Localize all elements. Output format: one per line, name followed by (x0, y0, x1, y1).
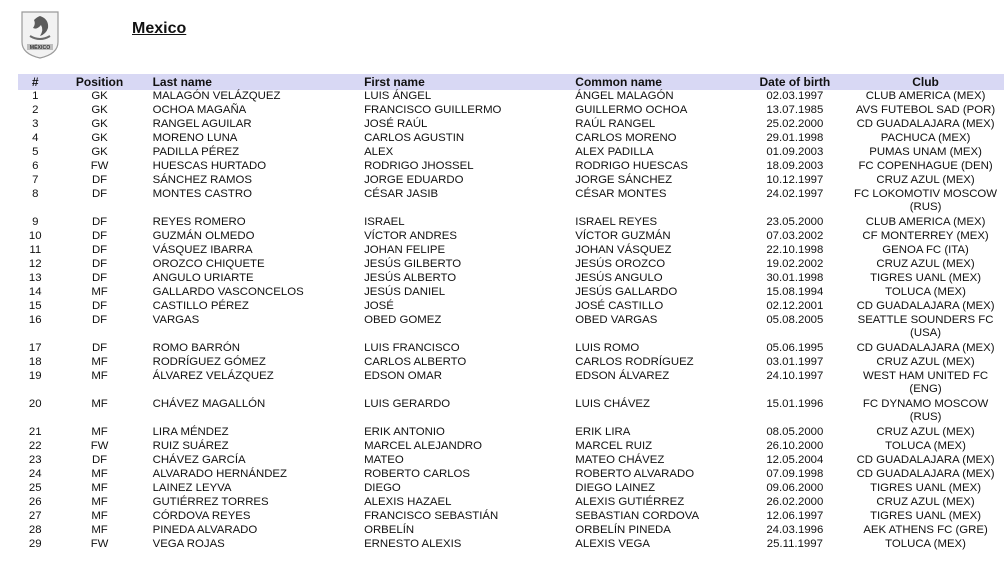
cell-club: CRUZ AZUL (MEX) (876, 426, 975, 438)
table-row (18, 230, 1004, 244)
table-row (18, 286, 1004, 300)
cell-position: DF (91, 258, 108, 270)
cell-last-name: HUESCAS HURTADO (152, 160, 267, 172)
cell-first-name: JESÚS DANIEL (364, 286, 446, 298)
squad-table (18, 74, 1004, 552)
table-row (18, 496, 1004, 510)
cell-common-name: JESÚS OROZCO (575, 258, 666, 270)
column-header-position: Position (75, 75, 124, 89)
cell-number: 27 (28, 510, 42, 522)
cell-club: CLUB AMERICA (MEX) (865, 90, 986, 102)
cell-position: MF (91, 468, 108, 480)
cell-club: CD GUADALAJARA (MEX) (856, 468, 995, 480)
cell-first-name: ERIK ANTONIO (364, 426, 445, 438)
cell-first-name: JORGE EDUARDO (364, 174, 464, 186)
table-row (18, 188, 1004, 216)
cell-common-name: ALEXIS GUTIÉRREZ (575, 496, 685, 508)
cell-date-of-birth: 02.12.2001 (766, 300, 824, 312)
cell-common-name: RAÚL RANGEL (575, 118, 656, 130)
cell-number: 22 (28, 440, 42, 452)
cell-first-name: OBED GOMEZ (364, 314, 442, 326)
cell-date-of-birth: 25.02.2000 (766, 118, 824, 130)
cell-first-name: ROBERTO CARLOS (364, 468, 470, 480)
table-row (18, 398, 1004, 426)
cell-position: DF (91, 272, 108, 284)
cell-club: FC LOKOMOTIV MOSCOW (RUS) (854, 188, 998, 213)
table-row (18, 510, 1004, 524)
cell-last-name: CASTILLO PÉREZ (152, 300, 249, 312)
cell-date-of-birth: 24.03.1996 (766, 524, 824, 536)
cell-common-name: MATEO CHÁVEZ (575, 454, 665, 466)
cell-position: GK (91, 104, 108, 116)
table-row (18, 440, 1004, 454)
cell-number: 7 (32, 174, 39, 186)
cell-date-of-birth: 25.11.1997 (766, 538, 823, 550)
table-row (18, 216, 1004, 230)
cell-common-name: EDSON ÁLVAREZ (575, 370, 670, 382)
cell-number: 26 (28, 496, 42, 508)
cell-last-name: GUTIÉRREZ TORRES (152, 496, 269, 508)
cell-common-name: ÁNGEL MALAGÓN (575, 90, 674, 102)
cell-club: CD GUADALAJARA (MEX) (856, 118, 995, 130)
cell-last-name: VEGA ROJAS (152, 538, 225, 550)
cell-last-name: ÁLVAREZ VELÁZQUEZ (152, 370, 274, 382)
column-header-number: # (31, 75, 39, 89)
cell-first-name: LUIS ÁNGEL (364, 90, 432, 102)
column-header-last-name: Last name (152, 75, 212, 89)
cell-club: TIGRES UANL (MEX) (870, 482, 982, 494)
cell-position: DF (91, 314, 108, 326)
cell-first-name: JOSÉ (364, 300, 394, 312)
column-header-date-of-birth: Date of birth (759, 75, 831, 89)
cell-common-name: CARLOS RODRÍGUEZ (575, 356, 694, 368)
cell-common-name: CARLOS MORENO (575, 132, 677, 144)
cell-common-name: GUILLERMO OCHOA (575, 104, 688, 116)
cell-number: 13 (28, 272, 42, 284)
cell-club: TOLUCA (MEX) (885, 286, 966, 298)
cell-first-name: FRANCISCO GUILLERMO (364, 104, 502, 116)
table-header-row (18, 74, 1004, 90)
cell-club: PUMAS UNAM (MEX) (869, 146, 982, 158)
squad-table-body (18, 90, 1004, 552)
cell-position: GK (91, 132, 108, 144)
cell-date-of-birth: 05.08.2005 (766, 314, 824, 326)
cell-common-name: JESÚS ANGULO (575, 272, 663, 284)
cell-position: GK (91, 118, 108, 130)
table-row (18, 272, 1004, 286)
cell-club: FC COPENHAGUE (DEN) (858, 160, 993, 172)
table-row (18, 454, 1004, 468)
cell-number: 15 (28, 300, 42, 312)
cell-number: 6 (32, 160, 39, 172)
cell-number: 8 (32, 188, 39, 200)
cell-first-name: VÍCTOR ANDRES (364, 230, 457, 242)
cell-number: 24 (28, 468, 42, 480)
cell-first-name: EDSON OMAR (364, 370, 442, 382)
cell-club: AEK ATHENS FC (GRE) (863, 524, 988, 536)
cell-club: CRUZ AZUL (MEX) (876, 174, 975, 186)
cell-first-name: DIEGO (364, 482, 401, 494)
cell-last-name: LIRA MÉNDEZ (152, 426, 229, 438)
cell-club: TIGRES UANL (MEX) (870, 272, 982, 284)
cell-position: DF (91, 188, 108, 200)
cell-date-of-birth: 26.02.2000 (766, 496, 824, 508)
table-row (18, 468, 1004, 482)
cell-number: 12 (28, 258, 42, 270)
cell-last-name: ROMO BARRÓN (152, 342, 240, 354)
cell-position: DF (91, 342, 108, 354)
cell-first-name: ORBELÍN (364, 524, 415, 536)
cell-date-of-birth: 29.01.1998 (766, 132, 824, 144)
table-row (18, 524, 1004, 538)
cell-common-name: JOSÉ CASTILLO (575, 300, 664, 312)
cell-position: MF (91, 524, 108, 536)
cell-club: WEST HAM UNITED FC (ENG) (863, 370, 989, 395)
table-row (18, 258, 1004, 272)
cell-position: MF (91, 356, 108, 368)
column-header-first-name: First name (364, 75, 425, 89)
cell-common-name: SEBASTIAN CORDOVA (575, 510, 700, 522)
cell-common-name: JESÚS GALLARDO (575, 286, 678, 298)
cell-position: DF (91, 244, 108, 256)
cell-position: MF (91, 510, 108, 522)
cell-first-name: JOSÉ RAÚL (364, 118, 428, 130)
cell-date-of-birth: 23.05.2000 (766, 216, 824, 228)
cell-common-name: ALEXIS VEGA (575, 538, 650, 550)
cell-last-name: LAINEZ LEYVA (152, 482, 232, 494)
cell-first-name: CARLOS AGUSTIN (364, 132, 465, 144)
table-row (18, 118, 1004, 132)
cell-first-name: JESÚS GILBERTO (364, 258, 462, 270)
cell-common-name: CÉSAR MONTES (575, 188, 667, 200)
cell-common-name: ALEX PADILLA (575, 146, 654, 158)
cell-position: DF (91, 230, 108, 242)
cell-date-of-birth: 26.10.2000 (766, 440, 824, 452)
table-row (18, 342, 1004, 356)
cell-first-name: JESÚS ALBERTO (364, 272, 457, 284)
cell-number: 25 (28, 482, 42, 494)
cell-number: 18 (28, 356, 42, 368)
cell-club: SEATTLE SOUNDERS FC (USA) (857, 314, 994, 339)
cell-first-name: RODRIGO JHOSSEL (364, 160, 474, 172)
cell-club: TOLUCA (MEX) (885, 440, 966, 452)
cell-position: DF (91, 300, 108, 312)
cell-last-name: ALVARADO HERNÁNDEZ (152, 468, 287, 480)
cell-date-of-birth: 24.02.1997 (766, 188, 824, 200)
cell-first-name: ERNESTO ALEXIS (364, 538, 462, 550)
cell-last-name: GUZMÁN OLMEDO (152, 230, 255, 242)
cell-number: 2 (32, 104, 39, 116)
cell-last-name: PINEDA ALVARADO (152, 524, 258, 536)
cell-common-name: VÍCTOR GUZMÁN (575, 230, 671, 242)
cell-first-name: MARCEL ALEJANDRO (364, 440, 483, 452)
table-row (18, 300, 1004, 314)
cell-club: AVS FUTEBOL SAD (POR) (855, 104, 996, 116)
cell-position: MF (91, 398, 108, 410)
cell-club: PACHUCA (MEX) (880, 132, 971, 144)
cell-date-of-birth: 15.01.1996 (766, 398, 824, 410)
cell-common-name: OBED VARGAS (575, 314, 658, 326)
cell-date-of-birth: 08.05.2000 (766, 426, 824, 438)
cell-club: CRUZ AZUL (MEX) (876, 356, 975, 368)
cell-first-name: CÉSAR JASIB (364, 188, 439, 200)
cell-position: DF (91, 216, 108, 228)
cell-number: 1 (32, 90, 39, 102)
cell-number: 16 (28, 314, 42, 326)
cell-date-of-birth: 13.07.1985 (766, 104, 824, 116)
federation-crest-logo (18, 6, 62, 60)
cell-number: 19 (28, 370, 42, 382)
cell-number: 23 (28, 454, 42, 466)
crest-lettering: MÉXICO (29, 45, 51, 52)
cell-number: 14 (28, 286, 42, 298)
cell-position: MF (91, 286, 108, 298)
table-row (18, 314, 1004, 342)
cell-position: FW (90, 160, 109, 172)
table-row (18, 146, 1004, 160)
cell-first-name: LUIS GERARDO (364, 398, 451, 410)
cell-club: CD GUADALAJARA (MEX) (856, 342, 995, 354)
cell-position: FW (90, 538, 109, 550)
cell-club: CLUB AMERICA (MEX) (865, 216, 986, 228)
cell-last-name: VÁSQUEZ IBARRA (152, 244, 253, 256)
cell-first-name: JOHAN FELIPE (364, 244, 446, 256)
cell-number: 11 (29, 244, 42, 256)
cell-position: FW (90, 440, 109, 452)
cell-common-name: ROBERTO ALVARADO (575, 468, 695, 480)
cell-position: MF (91, 496, 108, 508)
table-row (18, 160, 1004, 174)
table-row (18, 104, 1004, 118)
cell-first-name: MATEO (364, 454, 404, 466)
cell-last-name: MONTES CASTRO (152, 188, 252, 200)
cell-date-of-birth: 10.12.1997 (766, 174, 824, 186)
cell-date-of-birth: 07.09.1998 (766, 468, 824, 480)
cell-last-name: GALLARDO VASCONCELOS (152, 286, 304, 298)
cell-club: CRUZ AZUL (MEX) (876, 258, 975, 270)
cell-last-name: ANGULO URIARTE (152, 272, 254, 284)
table-row (18, 132, 1004, 146)
table-row (18, 482, 1004, 496)
cell-first-name: ISRAEL (364, 216, 405, 228)
cell-last-name: MORENO LUNA (152, 132, 238, 144)
cell-common-name: ERIK LIRA (575, 426, 631, 438)
cell-last-name: PADILLA PÉREZ (152, 146, 240, 158)
cell-last-name: CHÁVEZ MAGALLÓN (152, 398, 266, 410)
cell-club: FC DYNAMO MOSCOW (RUS) (862, 398, 989, 423)
cell-date-of-birth: 01.09.2003 (766, 146, 824, 158)
table-row (18, 90, 1004, 104)
cell-date-of-birth: 03.01.1997 (766, 356, 824, 368)
cell-club: TIGRES UANL (MEX) (870, 510, 982, 522)
cell-common-name: JOHAN VÁSQUEZ (575, 244, 672, 256)
cell-date-of-birth: 30.01.1998 (766, 272, 824, 284)
column-header-common-name: Common name (575, 75, 662, 89)
cell-first-name: FRANCISCO SEBASTIÁN (364, 510, 499, 522)
cell-last-name: VARGAS (152, 314, 200, 326)
cell-date-of-birth: 18.09.2003 (766, 160, 824, 172)
cell-last-name: RODRÍGUEZ GÓMEZ (152, 356, 266, 368)
cell-date-of-birth: 12.06.1997 (766, 510, 824, 522)
cell-last-name: RANGEL AGUILAR (152, 118, 252, 130)
cell-number: 4 (32, 132, 39, 144)
cell-number: 21 (28, 426, 42, 438)
cell-common-name: DIEGO LAINEZ (575, 482, 656, 494)
cell-common-name: ORBELÍN PINEDA (575, 524, 671, 536)
table-row (18, 538, 1004, 552)
cell-date-of-birth: 07.03.2002 (766, 230, 824, 242)
cell-position: MF (91, 482, 108, 494)
cell-club: GENOA FC (ITA) (882, 244, 969, 256)
cell-number: 5 (32, 146, 39, 158)
cell-number: 29 (28, 538, 42, 550)
cell-common-name: JORGE SÁNCHEZ (575, 174, 673, 186)
table-row (18, 244, 1004, 258)
cell-last-name: RUIZ SUÁREZ (152, 440, 229, 452)
cell-last-name: OROZCO CHIQUETE (152, 258, 265, 270)
table-row (18, 356, 1004, 370)
cell-club: CD GUADALAJARA (MEX) (856, 454, 995, 466)
cell-last-name: OCHOA MAGAÑA (152, 104, 247, 116)
cell-last-name: SÁNCHEZ RAMOS (152, 174, 252, 186)
cell-last-name: CÓRDOVA REYES (152, 510, 251, 522)
cell-club: CF MONTERREY (MEX) (862, 230, 989, 242)
cell-common-name: LUIS ROMO (575, 342, 640, 354)
cell-position: DF (91, 174, 108, 186)
cell-date-of-birth: 05.06.1995 (766, 342, 824, 354)
cell-date-of-birth: 15.08.1994 (766, 286, 824, 298)
cell-common-name: ISRAEL REYES (575, 216, 658, 228)
table-row (18, 174, 1004, 188)
column-header-club: Club (912, 75, 939, 89)
cell-number: 10 (28, 230, 42, 242)
cell-last-name: REYES ROMERO (152, 216, 246, 228)
cell-last-name: MALAGÓN VELÁZQUEZ (152, 90, 281, 102)
cell-position: MF (91, 426, 108, 438)
cell-position: GK (91, 146, 108, 158)
cell-first-name: ALEX (364, 146, 394, 158)
cell-number: 20 (28, 398, 42, 410)
cell-date-of-birth: 22.10.1998 (766, 244, 824, 256)
table-row (18, 370, 1004, 398)
cell-club: TOLUCA (MEX) (885, 538, 966, 550)
page-title: Mexico (132, 20, 187, 37)
cell-first-name: LUIS FRANCISCO (364, 342, 460, 354)
cell-number: 28 (28, 524, 42, 536)
cell-last-name: CHÁVEZ GARCÍA (152, 454, 246, 466)
cell-common-name: MARCEL RUIZ (575, 440, 653, 452)
cell-common-name: RODRIGO HUESCAS (575, 160, 688, 172)
mexico-federation-crest-icon (18, 6, 62, 60)
cell-club: CD GUADALAJARA (MEX) (856, 300, 995, 312)
cell-first-name: ALEXIS HAZAEL (364, 496, 452, 508)
cell-number: 3 (32, 118, 39, 130)
cell-position: MF (91, 370, 108, 382)
cell-number: 17 (28, 342, 42, 354)
cell-date-of-birth: 09.06.2000 (766, 482, 824, 494)
cell-date-of-birth: 24.10.1997 (766, 370, 824, 382)
table-row (18, 426, 1004, 440)
cell-date-of-birth: 02.03.1997 (766, 90, 824, 102)
cell-first-name: CARLOS ALBERTO (364, 356, 467, 368)
cell-date-of-birth: 12.05.2004 (766, 454, 824, 466)
cell-date-of-birth: 19.02.2002 (766, 258, 824, 270)
cell-position: GK (91, 90, 108, 102)
cell-position: DF (91, 454, 108, 466)
cell-common-name: LUIS CHÁVEZ (575, 398, 650, 410)
cell-club: CRUZ AZUL (MEX) (876, 496, 975, 508)
cell-number: 9 (32, 216, 39, 228)
